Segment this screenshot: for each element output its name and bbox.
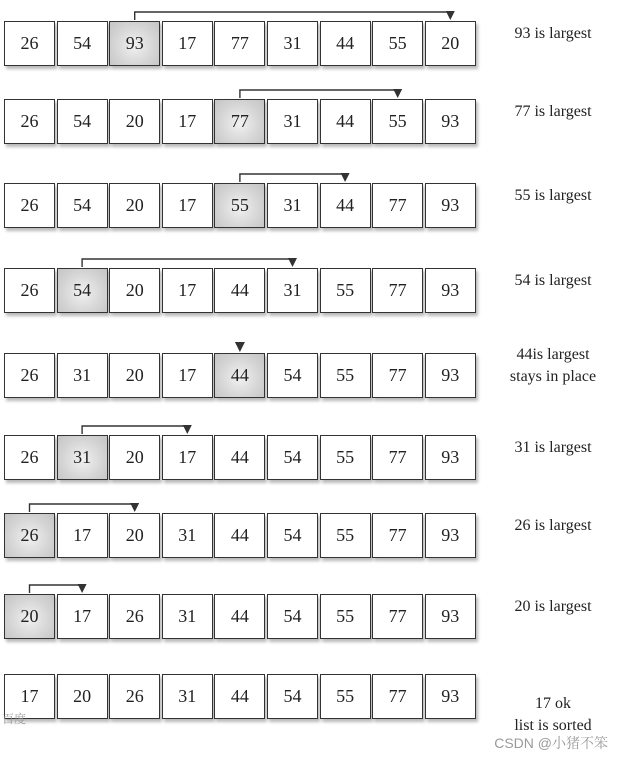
array-cell: 26 bbox=[4, 21, 55, 66]
pass-label-line: 55 is largest bbox=[514, 187, 592, 204]
array-cell-largest: 31 bbox=[57, 435, 108, 480]
pass-label-line: stays in place bbox=[509, 368, 597, 385]
array-cell: 31 bbox=[267, 268, 318, 313]
array-cell: 20 bbox=[109, 183, 160, 228]
array-cell: 54 bbox=[267, 435, 318, 480]
array-cell: 93 bbox=[425, 183, 476, 228]
array-cell: 17 bbox=[162, 99, 213, 144]
array-cell: 31 bbox=[267, 183, 318, 228]
array-cell: 54 bbox=[267, 674, 318, 719]
pass-label-line: 44is largest bbox=[516, 346, 590, 363]
pass-label-line: 93 is largest bbox=[514, 25, 592, 42]
swap-arrow bbox=[0, 502, 620, 572]
swap-arrowhead bbox=[78, 584, 87, 593]
array-cell: 44 bbox=[320, 99, 371, 144]
pass-row bbox=[0, 10, 620, 80]
array-cell: 31 bbox=[162, 594, 213, 639]
array-cell: 17 bbox=[4, 674, 55, 719]
pass-label bbox=[490, 515, 616, 537]
array-cell: 26 bbox=[4, 99, 55, 144]
array-cell: 44 bbox=[320, 21, 371, 66]
swap-arrow-line bbox=[30, 585, 83, 593]
array-cell-largest: 54 bbox=[57, 268, 108, 313]
array-cell: 54 bbox=[57, 99, 108, 144]
array-cell: 31 bbox=[162, 513, 213, 558]
swap-arrow bbox=[0, 10, 620, 80]
swap-arrow-line bbox=[135, 12, 451, 20]
swap-arrow bbox=[0, 583, 620, 653]
array-cell: 26 bbox=[4, 435, 55, 480]
array-cell: 54 bbox=[57, 21, 108, 66]
array-cell: 77 bbox=[372, 594, 423, 639]
pass-label bbox=[490, 101, 616, 123]
array-cell: 26 bbox=[4, 183, 55, 228]
pass-row bbox=[0, 88, 620, 158]
array-cell: 77 bbox=[372, 353, 423, 398]
array-cell: 26 bbox=[109, 594, 160, 639]
pass-label-line: 77 is largest bbox=[514, 103, 592, 120]
array-cell: 20 bbox=[109, 268, 160, 313]
array-cell: 54 bbox=[267, 513, 318, 558]
swap-arrow bbox=[0, 172, 620, 242]
array-cell-largest: 93 bbox=[109, 21, 160, 66]
array-cell: 31 bbox=[267, 99, 318, 144]
array-cell: 93 bbox=[425, 513, 476, 558]
pass-label-line: 20 is largest bbox=[514, 598, 592, 615]
array-cell: 44 bbox=[214, 513, 265, 558]
array-cell: 54 bbox=[57, 183, 108, 228]
swap-arrow bbox=[0, 257, 620, 327]
array-cell: 77 bbox=[372, 674, 423, 719]
swap-arrowhead bbox=[446, 11, 455, 20]
stay-arrowhead bbox=[235, 342, 245, 352]
pass-row bbox=[0, 424, 620, 494]
pass-label bbox=[490, 270, 616, 292]
array-cells bbox=[4, 674, 477, 719]
array-cell: 93 bbox=[425, 353, 476, 398]
array-cell: 20 bbox=[109, 99, 160, 144]
array-cell: 55 bbox=[372, 99, 423, 144]
array-cell: 93 bbox=[425, 674, 476, 719]
pass-row bbox=[0, 502, 620, 572]
array-cell: 26 bbox=[4, 268, 55, 313]
array-cell: 17 bbox=[162, 353, 213, 398]
swap-arrow bbox=[0, 424, 620, 494]
swap-arrow-line bbox=[240, 90, 398, 98]
swap-arrowhead bbox=[288, 258, 297, 267]
pass-label bbox=[490, 344, 616, 388]
array-cell: 77 bbox=[372, 435, 423, 480]
array-cell-largest: 44 bbox=[214, 353, 265, 398]
array-cell: 44 bbox=[214, 674, 265, 719]
swap-arrowhead bbox=[183, 425, 192, 434]
array-cell: 20 bbox=[57, 674, 108, 719]
array-cell: 17 bbox=[57, 594, 108, 639]
array-cell: 55 bbox=[320, 268, 371, 313]
array-cell: 31 bbox=[57, 353, 108, 398]
pass-row bbox=[0, 583, 620, 653]
array-cell: 31 bbox=[267, 21, 318, 66]
pass-row bbox=[0, 342, 620, 412]
swap-arrow-line bbox=[30, 504, 135, 512]
array-cell: 17 bbox=[162, 183, 213, 228]
array-cell: 55 bbox=[372, 21, 423, 66]
array-cell: 17 bbox=[57, 513, 108, 558]
array-cell-largest: 26 bbox=[4, 513, 55, 558]
array-cell-largest: 20 bbox=[4, 594, 55, 639]
array-cell: 17 bbox=[162, 268, 213, 313]
array-cell: 17 bbox=[162, 21, 213, 66]
array-cell: 77 bbox=[372, 268, 423, 313]
swap-arrow-line bbox=[82, 426, 187, 434]
array-cell: 55 bbox=[320, 353, 371, 398]
pass-label bbox=[490, 185, 616, 207]
array-cell: 55 bbox=[320, 513, 371, 558]
pass-row bbox=[0, 663, 620, 733]
pass-label bbox=[490, 596, 616, 618]
array-cell-largest: 55 bbox=[214, 183, 265, 228]
array-cell: 20 bbox=[109, 353, 160, 398]
array-cell: 77 bbox=[372, 183, 423, 228]
array-cell: 26 bbox=[4, 353, 55, 398]
array-cell: 77 bbox=[214, 21, 265, 66]
watermark-left: 百度 bbox=[2, 712, 27, 726]
array-cell: 44 bbox=[214, 268, 265, 313]
swap-arrowhead bbox=[341, 173, 350, 182]
array-cell: 55 bbox=[320, 594, 371, 639]
array-cell: 44 bbox=[214, 435, 265, 480]
array-cell: 77 bbox=[372, 513, 423, 558]
watermark-right: CSDN @小猪不笨 bbox=[494, 735, 608, 751]
pass-row bbox=[0, 257, 620, 327]
pass-label-line: 54 is largest bbox=[514, 272, 592, 289]
array-cell: 93 bbox=[425, 594, 476, 639]
array-cell: 20 bbox=[109, 435, 160, 480]
array-cell: 17 bbox=[162, 435, 213, 480]
array-cell: 93 bbox=[425, 268, 476, 313]
array-cell: 93 bbox=[425, 435, 476, 480]
pass-label-line: list is sorted bbox=[514, 717, 592, 734]
array-cell: 26 bbox=[109, 674, 160, 719]
swap-arrow bbox=[0, 88, 620, 158]
array-cell: 31 bbox=[162, 674, 213, 719]
array-cell: 44 bbox=[214, 594, 265, 639]
pass-label bbox=[490, 23, 616, 45]
pass-label-line: 17 ok bbox=[535, 695, 571, 712]
pass-label-line: 26 is largest bbox=[514, 517, 592, 534]
array-cell-largest: 77 bbox=[214, 99, 265, 144]
swap-arrow-line bbox=[240, 174, 345, 182]
array-cell: 54 bbox=[267, 594, 318, 639]
pass-label-line: 31 is largest bbox=[514, 439, 592, 456]
swap-arrowhead bbox=[393, 89, 402, 98]
array-cell: 20 bbox=[425, 21, 476, 66]
array-cell: 44 bbox=[320, 183, 371, 228]
pass-label bbox=[490, 437, 616, 459]
swap-arrowhead bbox=[130, 503, 139, 512]
pass-row bbox=[0, 172, 620, 242]
pass-label bbox=[490, 693, 616, 737]
array-cell: 20 bbox=[109, 513, 160, 558]
array-cell: 93 bbox=[425, 99, 476, 144]
array-cell: 55 bbox=[320, 674, 371, 719]
array-cell: 54 bbox=[267, 353, 318, 398]
array-cell: 55 bbox=[320, 435, 371, 480]
swap-arrow-line bbox=[82, 259, 292, 267]
